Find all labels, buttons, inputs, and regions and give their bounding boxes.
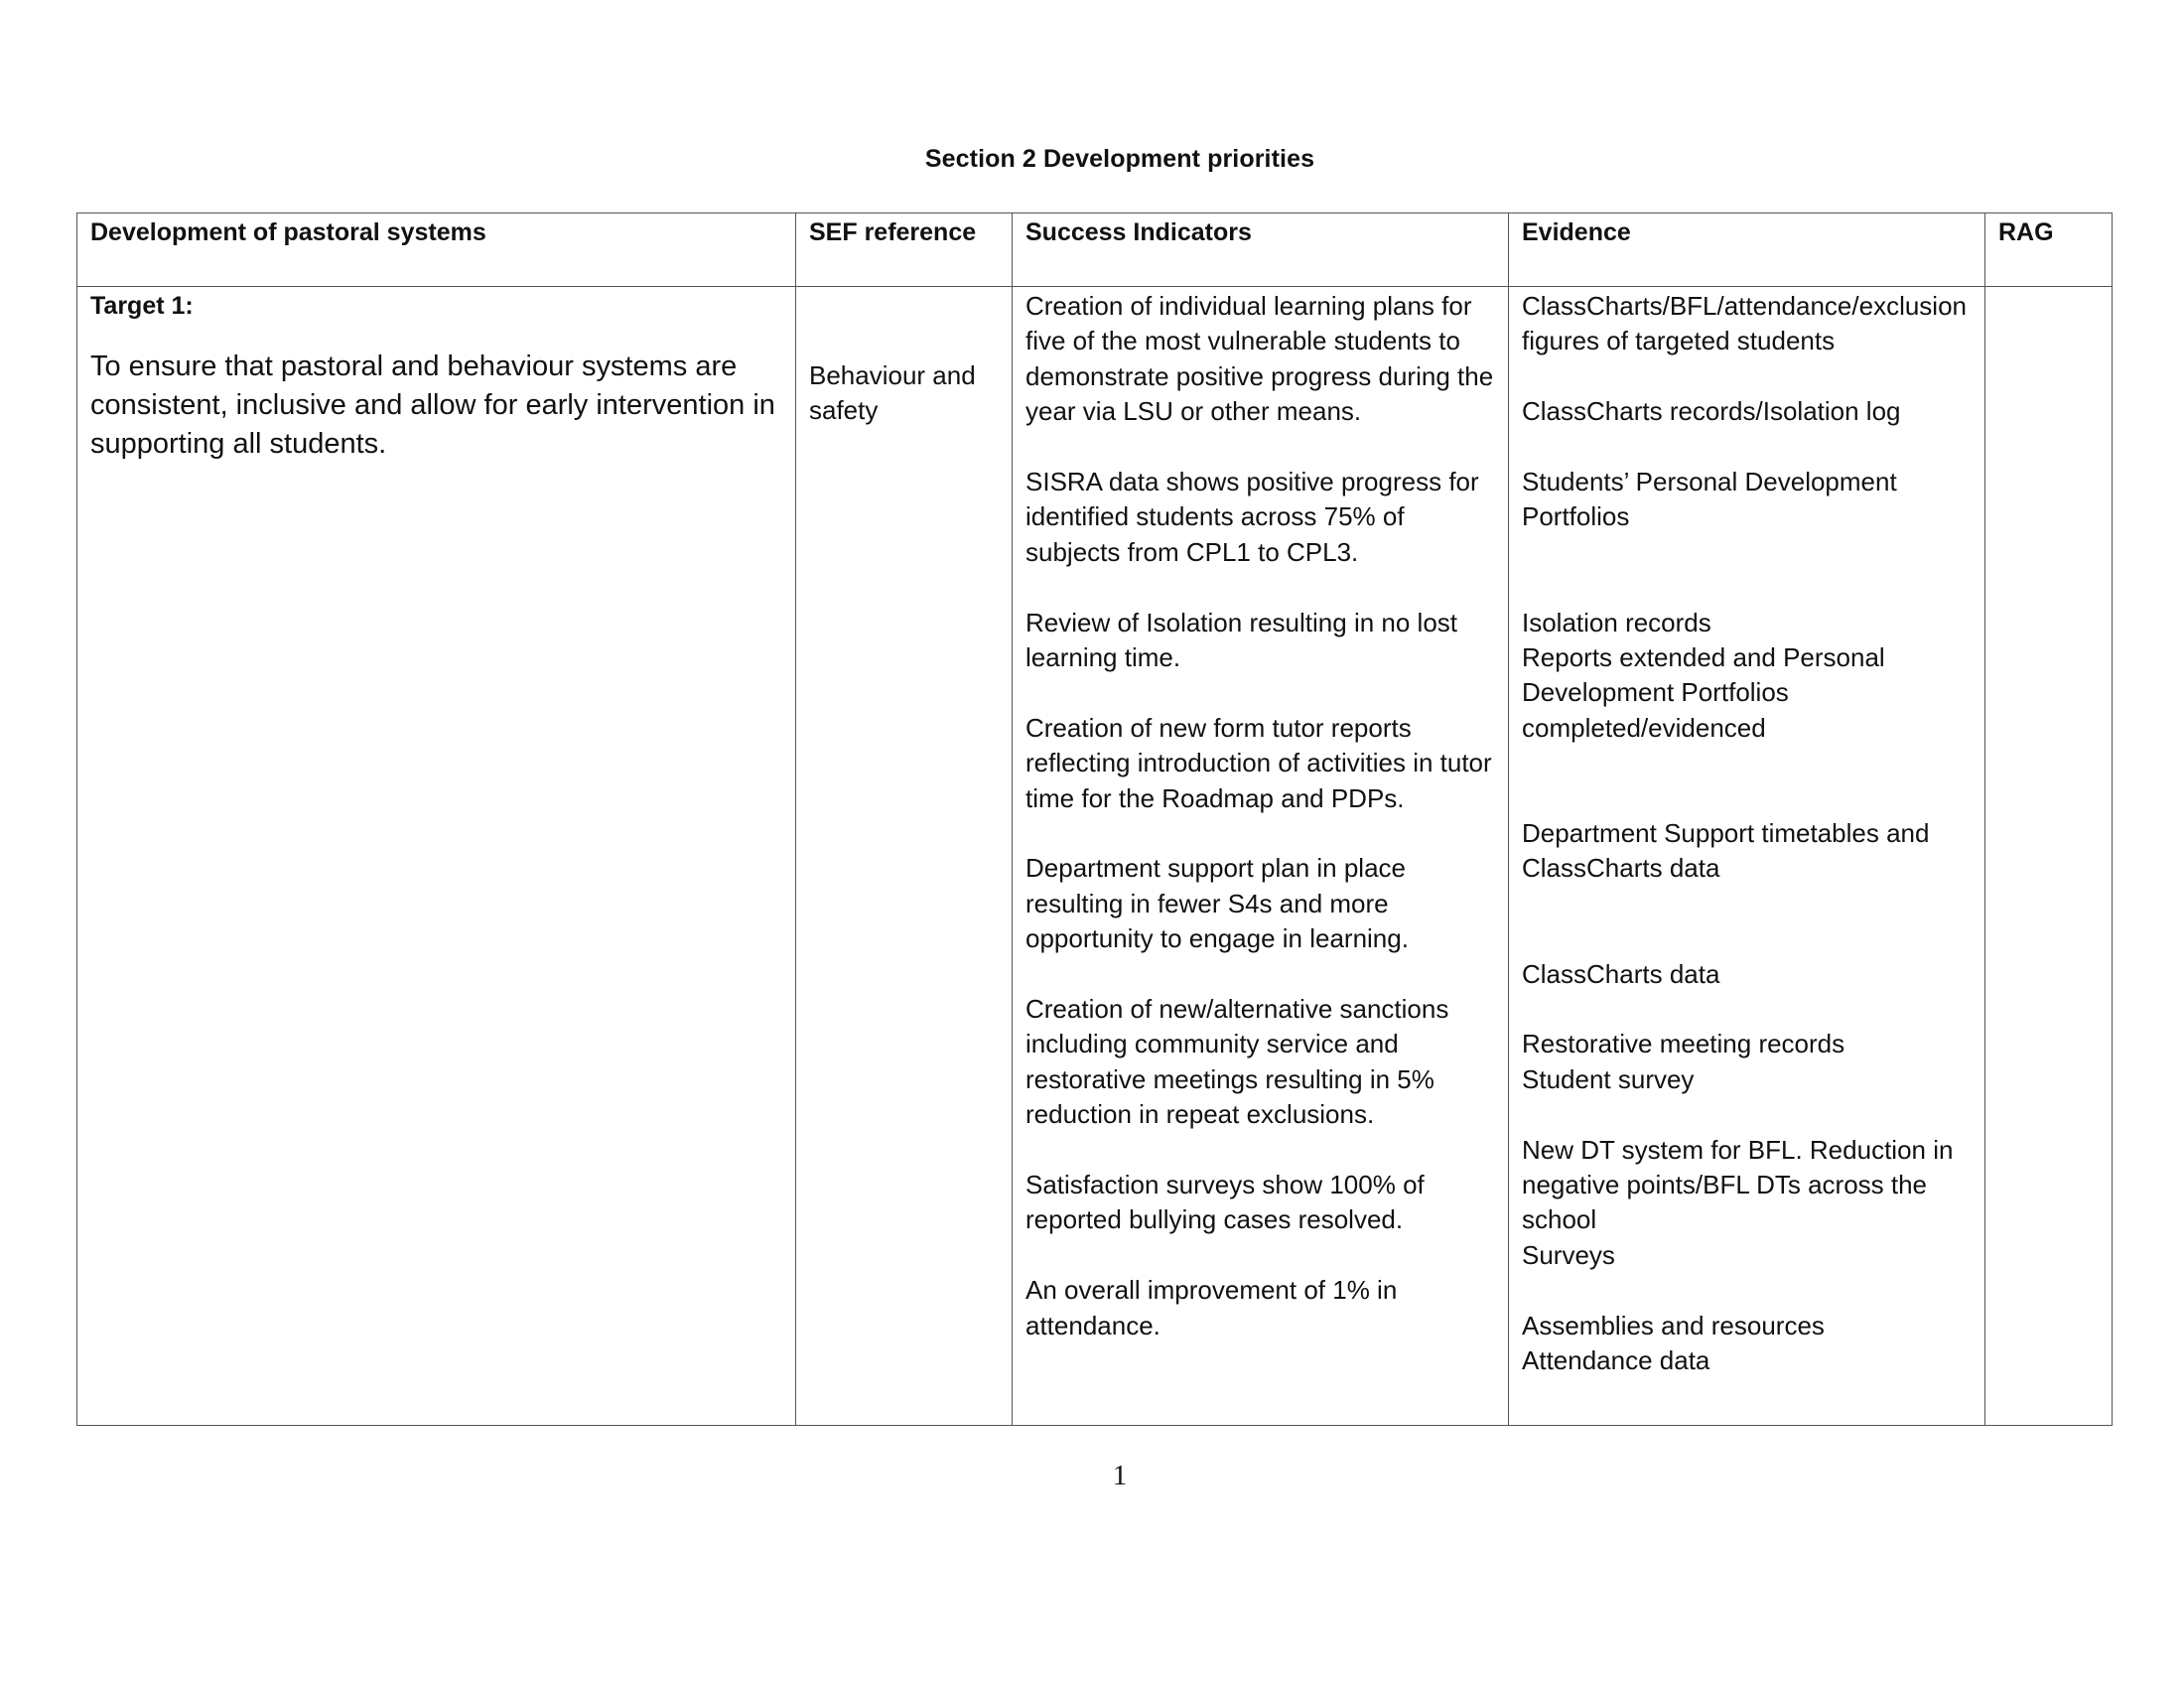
success-indicator: Satisfaction surveys show 100% of reported bullying cases resolved. [1025, 1170, 1425, 1235]
success-indicator: Creation of new/alternative sanctions including community service and restorative meetings resulting in 5% reduction in repeat exclusions. [1025, 994, 1449, 1130]
evidence-item: ClassCharts records/Isolation log [1522, 396, 1901, 427]
table-header-row [77, 213, 2113, 287]
target-label: Target 1: [90, 292, 194, 320]
header-rag: RAG [1985, 213, 2113, 287]
evidence-item: New DT system for BFL. Reduction in negative points/BFL DTs across the school [1522, 1134, 1954, 1235]
success-indicator: Review of Isolation resulting in no lost learning time. [1025, 607, 1458, 673]
evidence-item: Reports extended and Personal Development Portfolios completed/evidenced [1522, 642, 1885, 743]
header-development-area: Development of pastoral systems [77, 213, 796, 287]
evidence-item: Isolation records [1522, 607, 1711, 637]
development-priorities-table [76, 212, 2113, 1426]
target-cell [77, 287, 796, 1426]
evidence-item: Surveys [1522, 1239, 1615, 1270]
header-sef-reference: SEF reference [796, 213, 1013, 287]
evidence-item: Department Support timetables and ClassCharts data [1522, 818, 1930, 884]
success-indicator: An overall improvement of 1% in attendance. [1025, 1275, 1398, 1340]
header-evidence: Evidence [1509, 213, 1985, 287]
evidence-item: ClassCharts/BFL/attendance/exclusion figures of targeted students [1522, 291, 1968, 356]
page-title: Section 2 Development priorities [924, 145, 1315, 173]
success-indicators-cell [1013, 287, 1509, 1426]
target-description: To ensure that pastoral and behaviour systems are consistent, inclusive and allow for early intervention in supporting all students. [90, 351, 775, 460]
header-success-indicators: Success Indicators [1013, 213, 1509, 287]
table-row [77, 287, 2113, 1426]
success-indicator: Creation of individual learning plans for five of the most vulnerable students to demonstrate positive progress during the year via LSU or other means. [1025, 291, 1494, 427]
evidence-item: Students’ Personal Development Portfolios [1522, 467, 1897, 532]
sef-reference-cell [796, 287, 1013, 1426]
evidence-cell [1509, 287, 1985, 1426]
evidence-item: Assemblies and resources [1522, 1310, 1825, 1340]
sef-reference-text: Behaviour and safety [809, 360, 976, 426]
success-indicator: Creation of new form tutor reports reflecting introduction of activities in tutor time for the Roadmap and PDPs. [1025, 712, 1492, 813]
evidence-item: Student survey [1522, 1063, 1695, 1094]
success-indicator: Department support plan in place resulting in fewer S4s and more opportunity to engage in learning. [1025, 853, 1409, 954]
page-number: 1 [1112, 1460, 1128, 1491]
evidence-item: Restorative meeting records [1522, 1029, 1845, 1059]
evidence-item: Attendance data [1522, 1345, 1710, 1376]
evidence-item: ClassCharts data [1522, 958, 1720, 989]
success-indicator: SISRA data shows positive progress for identified students across 75% of subjects from CPL1 to CPL3. [1025, 467, 1479, 567]
rag-cell [1985, 287, 2113, 1426]
